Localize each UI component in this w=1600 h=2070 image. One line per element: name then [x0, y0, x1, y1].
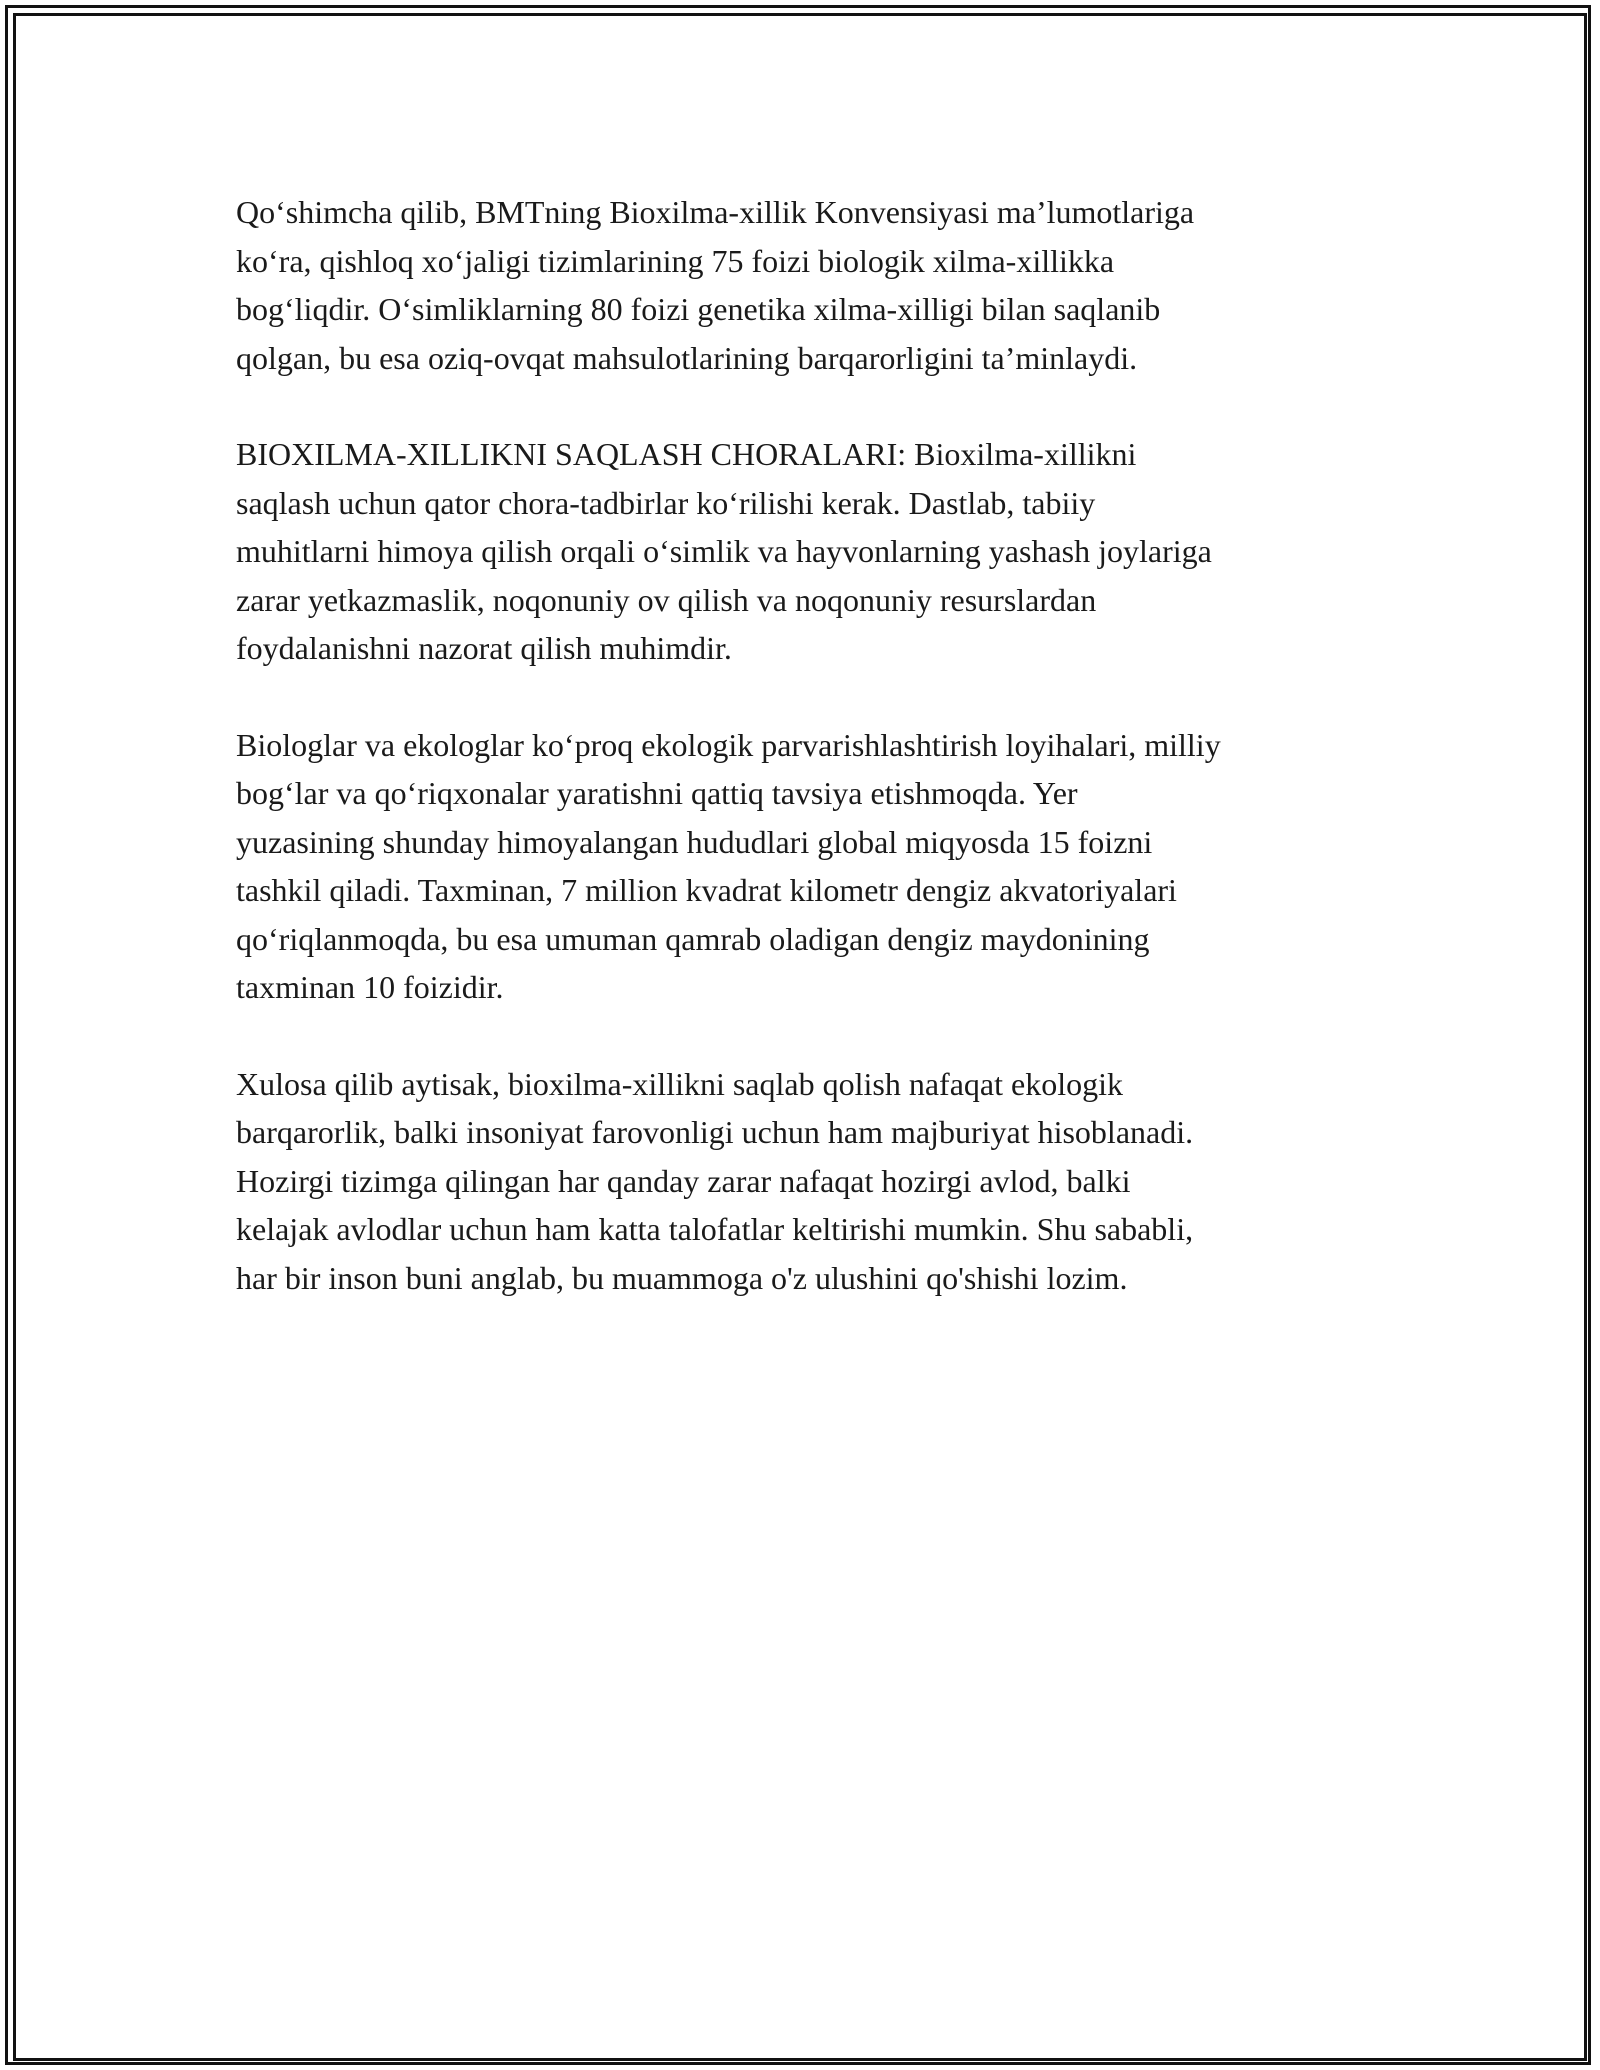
text-line: Qo‘shimcha qilib, BMTning Bioxilma-xillik Konvensiyasi ma’lumotlariga: [236, 194, 1195, 230]
document-body: [236, 188, 1386, 1350]
text-line: muhitlarni himoya qilish orqali o‘simlik va hayvonlarning yashash joylariga: [236, 533, 1212, 569]
text-line: bog‘liqdir. O‘simliklarning 80 foizi genetika xilma-xilligi bilan saqlanib: [236, 291, 1161, 327]
text-line: barqarorlik, balki insoniyat farovonligi uchun ham majburiyat hisoblanadi.: [236, 1114, 1194, 1150]
text-line: tashkil qiladi. Taxminan, 7 million kvadrat kilometr dengiz akvatoriyalari: [236, 872, 1177, 908]
text-line: saqlash uchun qator chora-tadbirlar ko‘rilishi kerak. Dastlab, tabiiy: [236, 484, 1096, 521]
paragraph-1: [236, 188, 1386, 382]
text-line: ko‘ra, qishloq xo‘jaligi tizimlarining 75 foizi biologik xilma-xillikka: [236, 242, 1115, 279]
paragraph-2: [236, 430, 1386, 673]
text-line: zarar yetkazmaslik, noqonuniy ov qilish va noqonuniy resurslardan: [236, 581, 1097, 618]
text-line: har bir inson buni anglab, bu muammoga o'z ulushini qo'shishi lozim.: [236, 1259, 1128, 1296]
text-line: yuzasining shunday himoyalangan hududlari global miqyosda 15 foizni: [236, 823, 1153, 860]
paragraph-4: [236, 1060, 1386, 1303]
text-line: BIOXILMA-XILLIKNI SAQLASH CHORALARI: Bioxilma-xillikni: [236, 436, 1137, 472]
text-line: Biologlar va ekologlar ko‘proq ekologik parvarishlashtirish loyihalari, milliy: [236, 726, 1221, 763]
paragraph-3: [236, 721, 1386, 1012]
text-line: qolgan, bu esa oziq-ovqat mahsulotlarining barqarorligini ta’minlaydi.: [236, 339, 1138, 376]
text-line: foydalanishni nazorat qilish muhimdir.: [236, 630, 732, 666]
text-line: kelajak avlodlar uchun ham katta talofatlar keltirishi mumkin. Shu sababli,: [236, 1211, 1194, 1247]
text-line: qo‘riqlanmoqda, bu esa umuman qamrab oladigan dengiz maydonining: [236, 920, 1150, 957]
text-line: taxminan 10 foizidir.: [236, 969, 504, 1005]
text-line: bog‘lar va qo‘riqxonalar yaratishni qattiq tavsiya etishmoqda. Yer: [236, 775, 1078, 811]
text-line: Hozirgi tizimga qilingan har qanday zarar nafaqat hozirgi avlod, balki: [236, 1162, 1131, 1199]
text-line: Xulosa qilib aytisak, bioxilma-xillikni saqlab qolish nafaqat ekologik: [236, 1065, 1123, 1102]
